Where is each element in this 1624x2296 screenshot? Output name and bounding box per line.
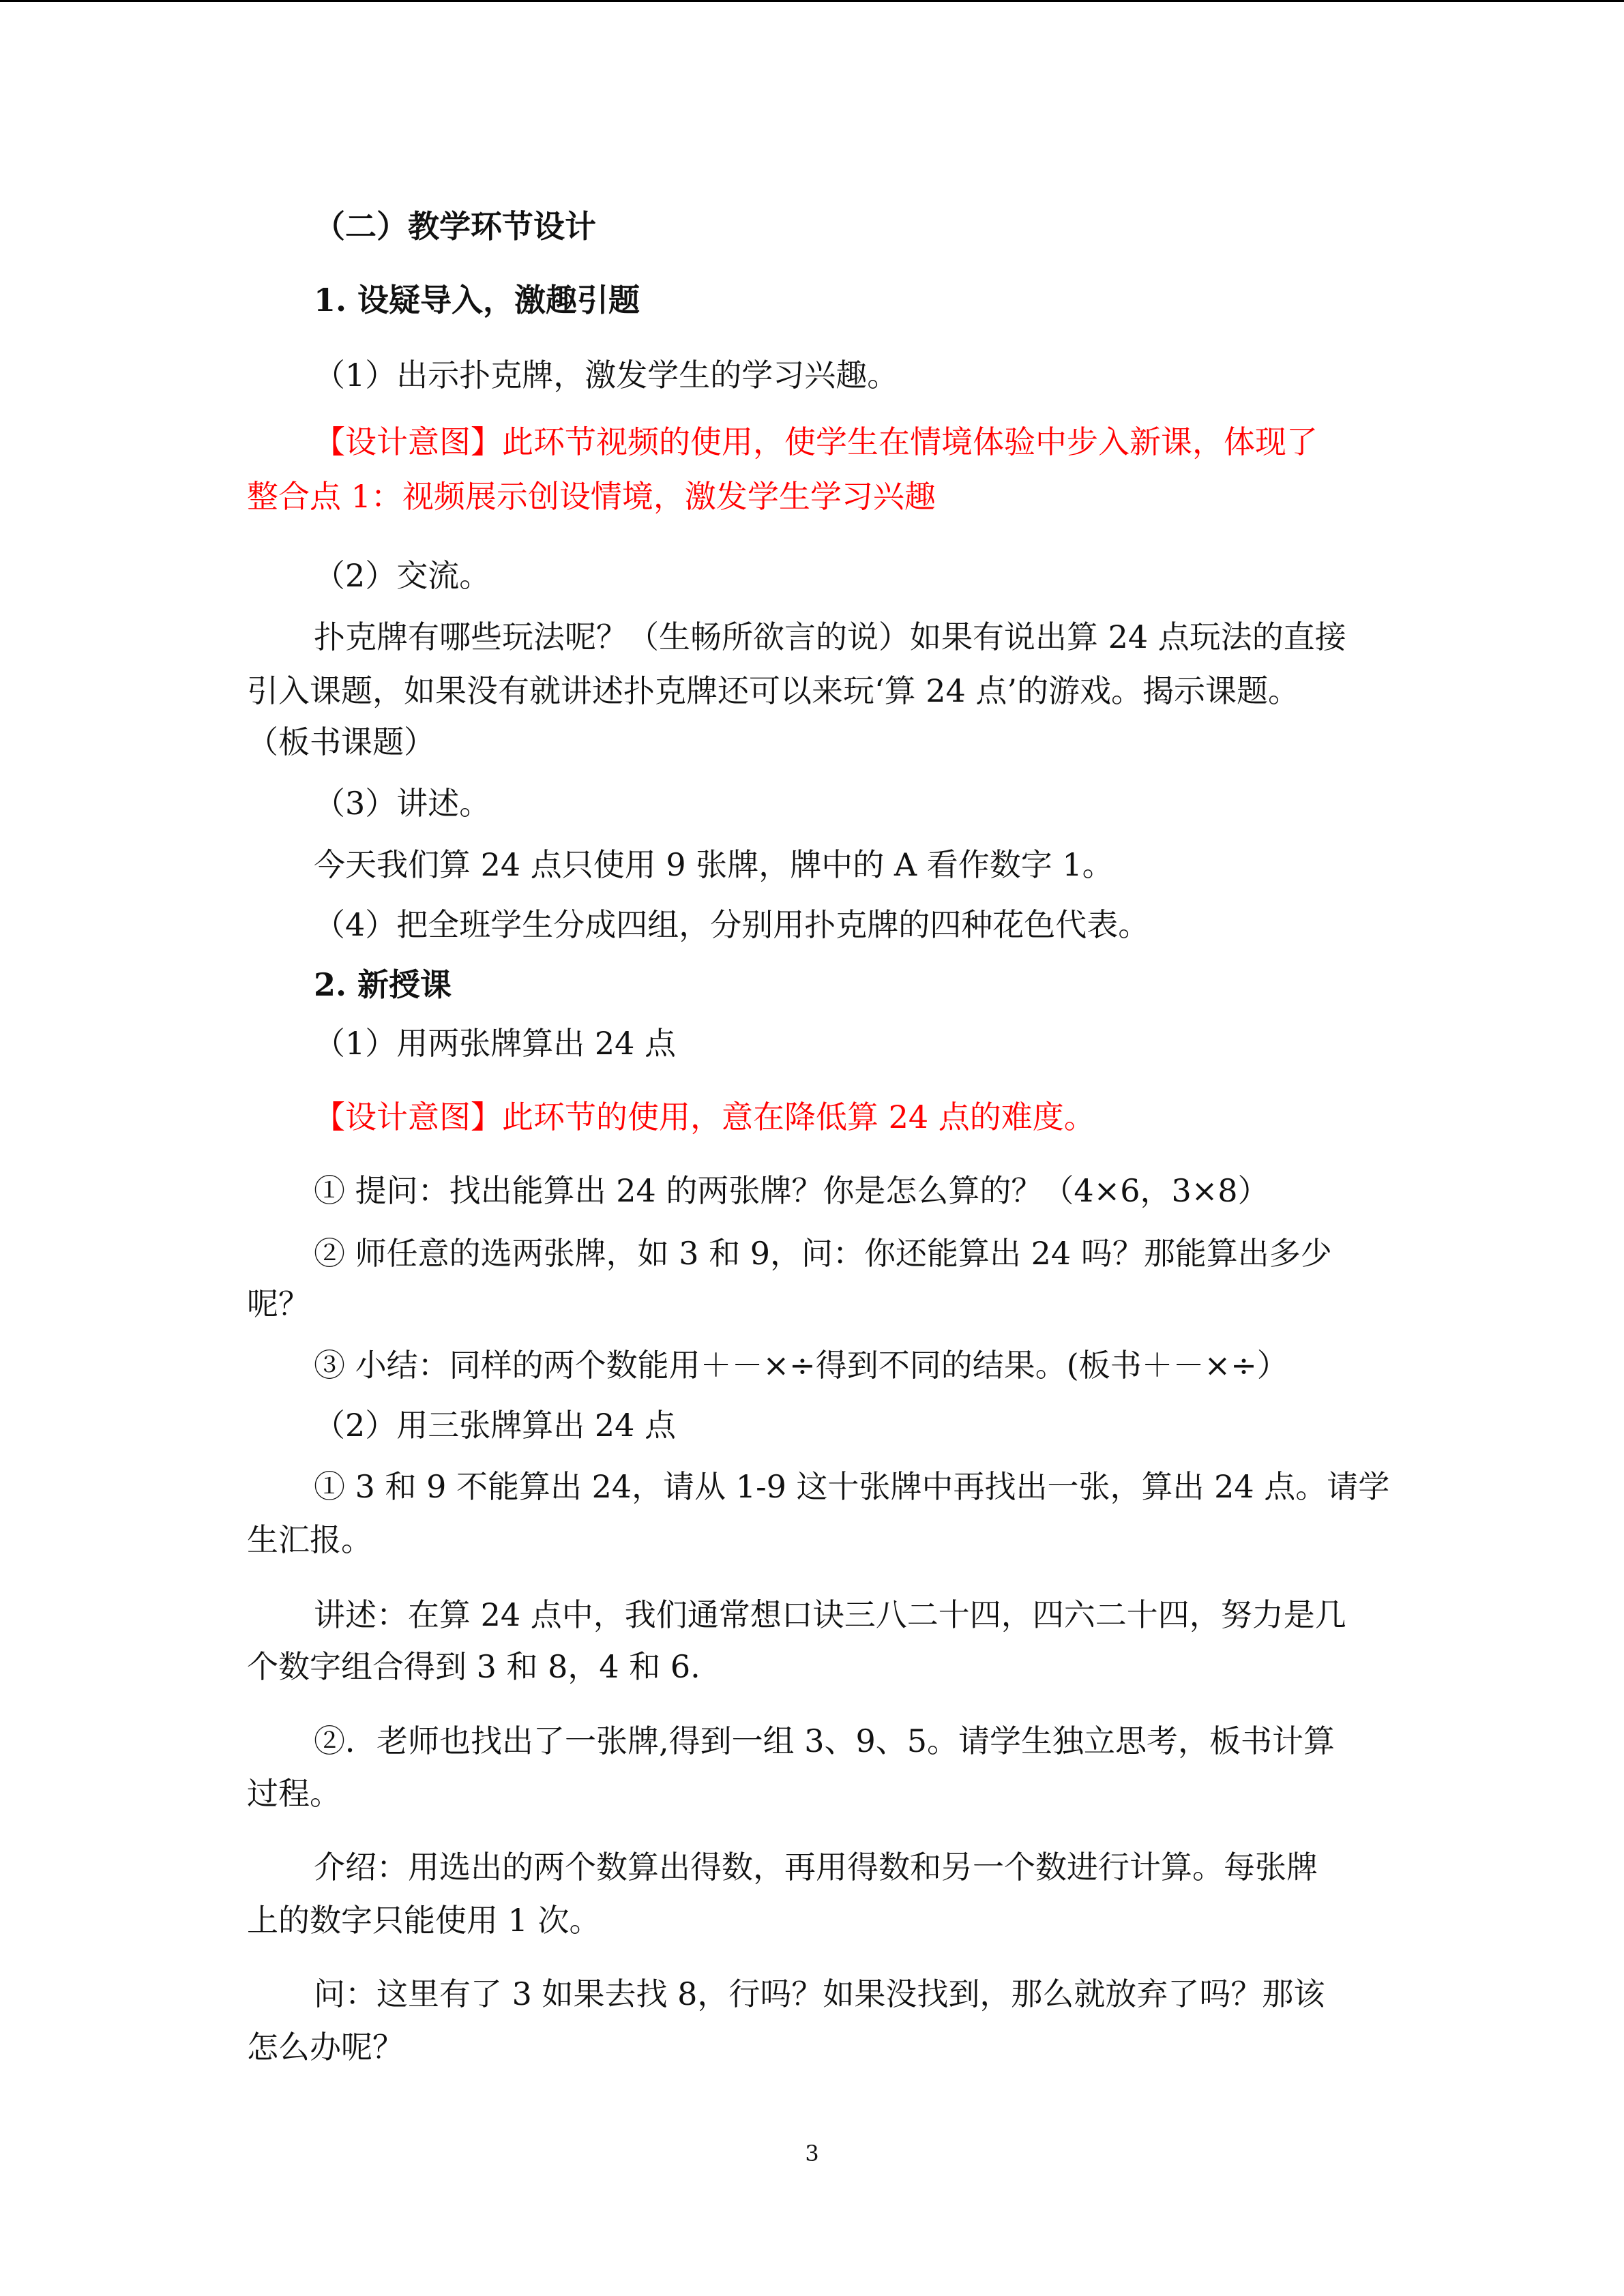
- subsection-heading-2: 2. 新授课: [314, 966, 452, 1003]
- section-heading: （二）教学环节设计: [314, 208, 596, 245]
- design-intent-line: 【设计意图】此环节视频的使用，使学生在情境体验中步入新课，体现了: [314, 423, 1318, 460]
- subsection-heading-1: 1. 设疑导入，激趣引题: [314, 282, 640, 318]
- paragraph-line: 问：这里有了 3 如果去找 8，行吗？如果没找到，那么就放弃了吗？那该: [314, 1976, 1325, 2012]
- paragraph-line: 介绍：用选出的两个数算出得数，再用得数和另一个数进行计算。每张牌: [314, 1849, 1318, 1885]
- paragraph-line: （1）用两张牌算出 24 点: [314, 1025, 677, 1062]
- paragraph-line: ③ 小结：同样的两个数能用＋－×÷得到不同的结果。(板书＋－×÷）: [314, 1347, 1288, 1384]
- paragraph-line: 讲述：在算 24 点中，我们通常想口诀三八二十四，四六二十四，努力是几: [314, 1596, 1346, 1633]
- design-intent-line: 整合点 1：视频展示创设情境，激发学生学习兴趣: [247, 478, 936, 515]
- paragraph-line: ① 提问：找出能算出 24 的两张牌？你是怎么算的？（4×6，3×8）: [314, 1172, 1269, 1209]
- paragraph-line: ②．老师也找出了一张牌,得到一组 3、9、5。请学生独立思考，板书计算: [314, 1723, 1335, 1759]
- paragraph-line: （1）出示扑克牌，激发学生的学习兴趣。: [314, 357, 899, 393]
- design-intent-line: 【设计意图】此环节的使用，意在降低算 24 点的难度。: [314, 1099, 1095, 1135]
- paragraph-line: 呢？: [247, 1285, 310, 1322]
- page-number: 3: [805, 2141, 819, 2166]
- paragraph-line: 怎么办呢？: [247, 2029, 404, 2066]
- paragraph-line: （3）讲述。: [314, 785, 491, 822]
- paragraph-line: 上的数字只能使用 1 次。: [247, 1902, 601, 1939]
- paragraph-line: （2）用三张牌算出 24 点: [314, 1407, 677, 1444]
- paragraph-line: 扑克牌有哪些玩法呢？（生畅所欲言的说）如果有说出算 24 点玩法的直接: [314, 618, 1346, 655]
- paragraph-line: （板书课题）: [247, 724, 435, 760]
- paragraph-line: （2）交流。: [314, 557, 491, 594]
- paragraph-line: （4）把全班学生分成四组，分别用扑克牌的四种花色代表。: [314, 906, 1150, 943]
- paragraph-line: ① 3 和 9 不能算出 24，请从 1-9 这十张牌中再找出一张，算出 24 点。请学: [314, 1468, 1390, 1505]
- paragraph-line: 引入课题，如果没有就讲述扑克牌还可以来玩‘算 24 点’的游戏。揭示课题。: [247, 672, 1300, 709]
- paragraph-line: 今天我们算 24 点只使用 9 张牌，牌中的 A 看作数字 1。: [314, 846, 1114, 883]
- paragraph-line: 个数字组合得到 3 和 8，4 和 6.: [247, 1648, 700, 1685]
- paragraph-line: 生汇报。: [247, 1521, 372, 1558]
- paragraph-line: 过程。: [247, 1775, 341, 1812]
- paragraph-line: ② 师任意的选两张牌，如 3 和 9，问：你还能算出 24 吗？那能算出多少: [314, 1235, 1332, 1272]
